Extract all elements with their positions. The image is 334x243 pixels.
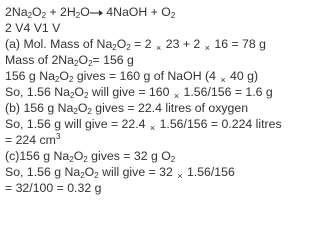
mass-line: Mass of $2Na_2O_2= 156$ g (5, 53, 134, 68)
naoh-result-line: So, 1.56 $Na_2O_2$ will give = 160 $_\times$ 1.56/156 = 1.6 g (5, 85, 273, 101)
volume-ratio-line: 2 V4 V1 V (5, 21, 61, 35)
oxygen-mass-line: So, 1.56 g $Na_2O_2$ will give = 32 $_\times$ 1.56/156 (5, 165, 235, 181)
final-result-line: = 32/100 = 0.32 g (5, 181, 102, 195)
part-c-mass-line: (c)156 g $Na_2O_2$ gives = 32 g $O_2$ (5, 149, 176, 164)
part-b-oxygen-line: (b) 156 g $Na_2O_2$ gives = 22.4 litres of oxygen (5, 101, 249, 116)
equation-line: $2Na_2O_2 + 2H_2O$ 4NaOH + $O_2$ (5, 5, 176, 20)
solution-text (5, 4, 332, 196)
reaction-arrow-icon (90, 5, 103, 21)
naoh-gives-line: 156 g $Na_2O_2$ gives = 160 g of NaOH (4 $_\times$ 40 g) (5, 69, 259, 85)
part-a-molar-mass-line: (a) Mol. Mass of $Na_2O_2 = 2$ $_\times$ 23 + 2 $_\times$ 16 = 78 g (5, 37, 266, 53)
cm3-result-line: = 224 $cm^3$ (5, 132, 61, 147)
oxygen-volume-line: So, 1.56 g will give = 22.4 $_\times$ 1.56/156 = 0.224 litres (5, 117, 282, 133)
